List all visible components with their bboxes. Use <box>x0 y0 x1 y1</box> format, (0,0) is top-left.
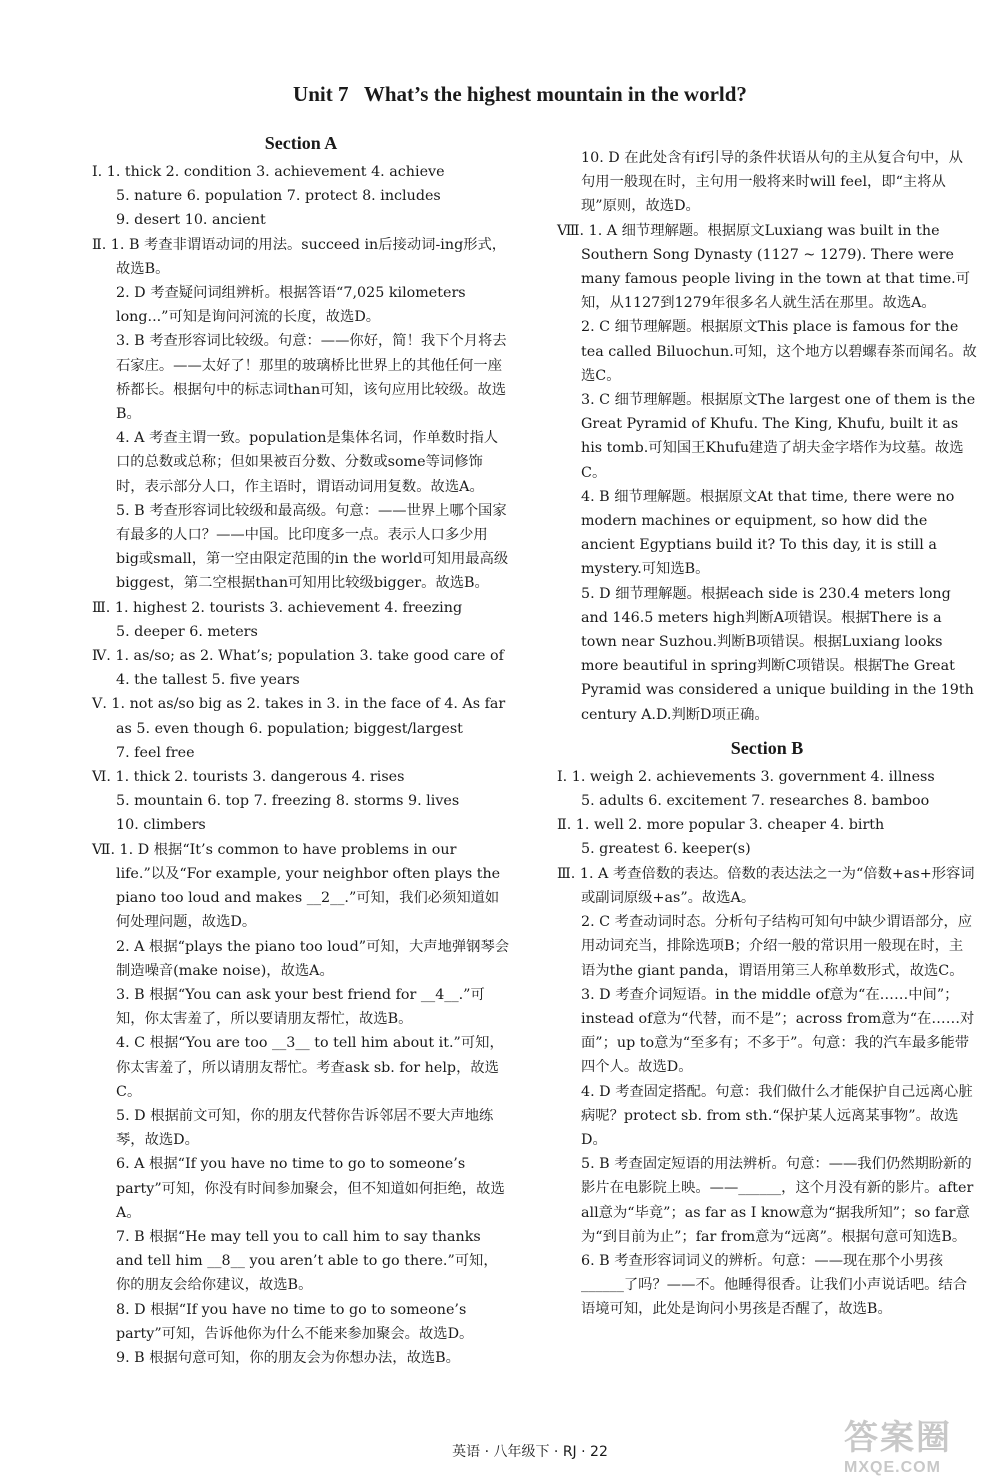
watermark-text: 答案圈 <box>844 1419 952 1457</box>
answer-line: 5. adults 6. excitement 7. researches 8. bamboo <box>581 793 930 810</box>
answer-line: 4. C 根据“You are too __3__ to tell him about it.”可知，你太害羞了，所以请朋友帮忙。考查ask sb. for help，故选C。 <box>116 1035 504 1100</box>
answer-line: 6. B 考查形容词词义的辨析。句意：——现在那个小男孩______了吗？——不。他睡得很香。让我们小声说话吧。结合语境可知，此处是询问小男孩是否醒了，故选B。 <box>581 1252 968 1318</box>
section-b-heading: Section B <box>730 737 804 758</box>
answer-line: 5. nature 6. population 7. protect 8. includes <box>116 188 441 205</box>
answer-line: 3. B 根据“You can ask your best friend for __4__.”可知，你太害羞了，所以要请朋友帮忙，故选B。 <box>116 986 485 1028</box>
answer-line: 4. the tallest 5. five years <box>116 672 300 689</box>
page-footer: 英语 · 八年级下 · RJ · 22 <box>452 1444 608 1460</box>
answer-line: 2. C 细节理解题。根据原文This place is famous for the tea called Biluochun.可知，这个地方以碧螺春茶而闻名。故选C。 <box>581 319 977 384</box>
answer-line: 9. B 根据句意可知，你的朋友会为你想办法，故选B。 <box>116 1349 460 1366</box>
answer-line: Ⅵ. 1. thick 2. tourists 3. dangerous 4. rises <box>92 769 405 786</box>
answer-line: 4. B 细节理解题。根据原文At that time, there were no modern machines or equipment, so how did the ancient Egyptians build it? To this day, it is still a mystery.可知选B。 <box>581 488 955 578</box>
answer-line: 9. desert 10. ancient <box>116 212 266 229</box>
section-a-heading: Section A <box>264 133 338 153</box>
answer-line: Ⅲ. 1. highest 2. tourists 3. achievement 4. freezing <box>92 599 463 616</box>
answer-line: 5. B 考查固定短语的用法辨析。句意：——我们仍然期盼新的影片在电影院上映。——______，这个月没有新的影片。after all意为“毕竟”；as far as I know意为“据我所知”；so far意为“到目前为止”；far from意为“远离”。根据句意可知选B。 <box>581 1156 974 1245</box>
answer-line: 7. B 根据“He may tell you to call him to say thanks and tell him __8__ you aren’t able to go there.”可知，你的朋友会给你建议，故选B。 <box>116 1228 498 1294</box>
left-column <box>92 128 510 1370</box>
answer-line: 3. C 细节理解题。根据原文The largest one of them is the Great Pyramid of Khufu. The King, Khufu, built it as his tomb.可知国王Khufu建造了胡夫金字塔作为坟墓。故选C。 <box>581 392 976 481</box>
answer-line: Ⅰ. 1. weigh 2. achievements 3. government 4. illness <box>557 768 935 785</box>
answer-line: 10. D 在此处含有if引导的条件状语从句的主从复合句中，从句用一般现在时，主句用一般将来时will feel，即“主将从现”原则，故选D。 <box>581 150 963 215</box>
watermark-url: MXQE.COM <box>844 1459 941 1476</box>
watermark-logo <box>844 1410 994 1476</box>
unit-title: Unit 7 What’s the highest mountain in the world? <box>293 82 747 106</box>
answer-line: Ⅰ. 1. thick 2. condition 3. achievement 4. achieve <box>92 164 445 180</box>
answer-line: Ⅲ. 1. A 考查倍数的表达。倍数的表达法之一为“倍数+as+形容词或副词原级+as”。故选A。 <box>557 865 975 906</box>
answer-line: 2. D 考查疑问词组辨析。根据答语“7,025 kilometers long...”可知是询问河流的长度，故选D。 <box>116 285 466 326</box>
answer-line: 5. D 细节理解题。根据each side is 230.4 meters long and 146.5 meters high判断A项错误。根据There is a town near Suzhou.判断B项错误。根据Luxiang looks more beautiful in spring判断C项错误。根据The Great Pyramid was considered a unique building in the 19th century A.D.判断D项正确。 <box>581 585 974 723</box>
answer-line: 6. A 根据“If you have no time to go to someone’s party”可知，你没有时间参加聚会，但不知道如何拒绝，故选A。 <box>116 1156 505 1221</box>
answer-line: 7. feel free <box>116 744 195 761</box>
right-column <box>557 146 977 1322</box>
answer-line: 8. D 根据“If you have no time to go to someone’s party”可知，告诉他你为什么不能来参加聚会。故选D。 <box>116 1301 474 1342</box>
answer-line: Ⅳ. 1. as/so; as 2. What’s; population 3. take good care of <box>92 648 504 665</box>
answer-line: 5. greatest 6. keeper(s) <box>581 841 751 858</box>
answer-line: 5. deeper 6. meters <box>116 623 258 640</box>
answer-line: Ⅶ. 1. D 根据“It’s common to have problems in our life.”以及“For example, your neighbor often plays the piano too loud and makes __2__.”可知，我们必须知道如何处理问题，故选D。 <box>92 841 501 931</box>
answer-line: 3. D 考查介词短语。in the middle of意为“在……中间”；instead of意为“代替，而不是”；across from意为“在……对面”；up to意为“至多有；不多于”。句意：我的汽车最多能带四个人。故选D。 <box>581 986 975 1076</box>
answer-line: 5. B 考查形容词比较级和最高级。句意：——世界上哪个国家有最多的人口？——中国。比印度多一点。表示人口多少用big或small，第一空由限定范围的in the world可知用最高级biggest，第二空根据than可知用比较级bigger。故选B。 <box>116 502 509 592</box>
answer-line: 5. mountain 6. top 7. freezing 8. storms 9. lives <box>116 793 460 810</box>
answer-line: Ⅴ. 1. not as/so big as 2. takes in 3. in the face of 4. As far as 5. even though 6. population; biggest/largest <box>92 696 506 737</box>
answer-line: Ⅷ. 1. A 细节理解题。根据原文Luxiang was built in the Southern Song Dynasty (1127 ~ 1279). There were many famous people living in the town at that time.可知，从1127到1279年很多名人就生活在那里。故选A。 <box>557 222 971 312</box>
answer-line: 5. D 根据前文可知，你的朋友代替你告诉邻居不要大声地练琴，故选D。 <box>116 1107 494 1149</box>
answer-line: 4. D 考查固定搭配。句意：我们做什么才能保护自己远离心脏病呢？protect sb. from sth.“保护某人远离某事物”。故选D。 <box>581 1083 973 1148</box>
answer-line: 4. A 考查主谓一致。population是集体名词，作单数时指人口的总数或总称；但如果被百分数、分数或some等词修饰时，表示部分人口，作主语时，谓语动词用复数。故选A。 <box>116 430 499 495</box>
answer-line: 2. A 根据“plays the piano too loud”可知，大声地弹钢琴会制造噪音(make noise)，故选A。 <box>116 938 510 979</box>
answer-line: Ⅱ. 1. B 考查非谓语动词的用法。succeed in后接动词-ing形式，故选B。 <box>92 236 507 277</box>
answer-line: Ⅱ. 1. well 2. more popular 3. cheaper 4. birth <box>557 817 885 834</box>
answer-line: 2. C 考查动词时态。分析句子结构可知句中缺少谓语部分，应用动词充当，排除选项B；介绍一般的常识用一般现在时，主语为the giant panda，谓语用第三人称单数形式，故选C。 <box>581 914 973 979</box>
answer-line: 3. B 考查形容词比较级。句意：——你好，简！我下个月将去石家庄。——太好了！那里的玻璃桥比世界上的其他任何一座桥都长。根据句中的标志词than可知，该句应用比较级。故选B。 <box>116 333 507 423</box>
answer-line: 10. climbers <box>116 817 206 834</box>
